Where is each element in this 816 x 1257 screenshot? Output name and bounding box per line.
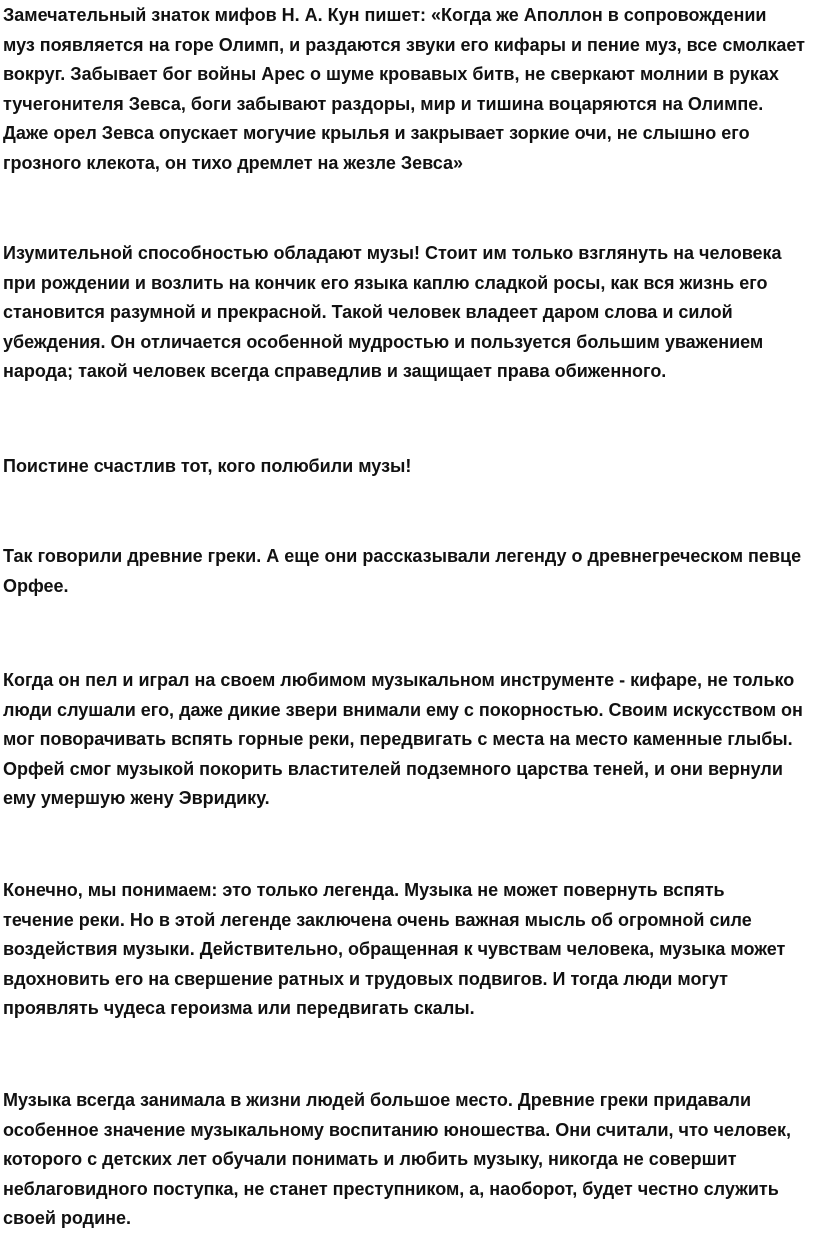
paragraph-muses-ability: Изумительной способностью обладают музы! Стоит им только взглянуть на человека при рождении и возлить на кончик его языка каплю сладкой росы, как вся жизнь его становится разумной и прекрасной. Такой человек владеет даром слова и силой убеждения. Он отличается особенной мудростью и пользуется большим уважением народа; такой человек всегда справедлив и защищает права обиженного.: [3, 243, 782, 382]
paragraph-happy-one: Поистине счастлив тот, кого полюбили музы!: [3, 456, 412, 476]
paragraph-kun-quote: Замечательный знаток мифов Н. А. Кун пишет: «Когда же Аполлон в сопровождении муз появляется на горе Олимп, и раздаются звуки его кифары и пение муз, все смолкает вокруг. Забывает бог войны Арес о шуме кровавых битв, не сверкают молнии в руках тучегонителя Зевса, боги забывают раздоры, мир и тишина воцаряются на Олимпе. Даже орел Зевса опускает могучие крылья и закрывает зоркие очи, не слышно его грозного клекота, он тихо дремлет на жезле Зевса»: [3, 5, 805, 173]
paragraph-power-of-music: Конечно, мы понимаем: это только легенда. Музыка не может повернуть вспять течение реки. Но в этой легенде заключена очень важная мысль об огромной силе воздействия музыки. Действительно, обращенная к чувствам человека, музыка может вдохновить его на свершение ратных и трудовых подвигов. И тогда люди могут проявлять чудеса героизма или передвигать скалы.: [3, 880, 786, 1019]
paragraph-orpheus-legend: Когда он пел и играл на своем любимом музыкальном инструменте - кифаре, не только люди слушали его, даже дикие звери внимали ему с покорностью. Своим искусством он мог поворачивать вспять горные реки, передвигать с места на место каменные глыбы. Орфей смог музыкой покорить властителей подземного царства теней, и они вернули ему умершую жену Эвридику.: [3, 670, 803, 809]
paragraph-music-education: Музыка всегда занимала в жизни людей большое место. Древние греки придавали особенное значение музыкальному воспитанию юношества. Они считали, что человек, которого с детских лет обучали понимать и любить музыку, никогда не совершит неблаговидного поступка, не станет преступником, а, наоборот, будет честно служить своей родине.: [3, 1090, 792, 1229]
paragraph-orpheus-intro: Так говорили древние греки. А еще они рассказывали легенду о древнегреческом певце Орфее.: [3, 546, 802, 596]
